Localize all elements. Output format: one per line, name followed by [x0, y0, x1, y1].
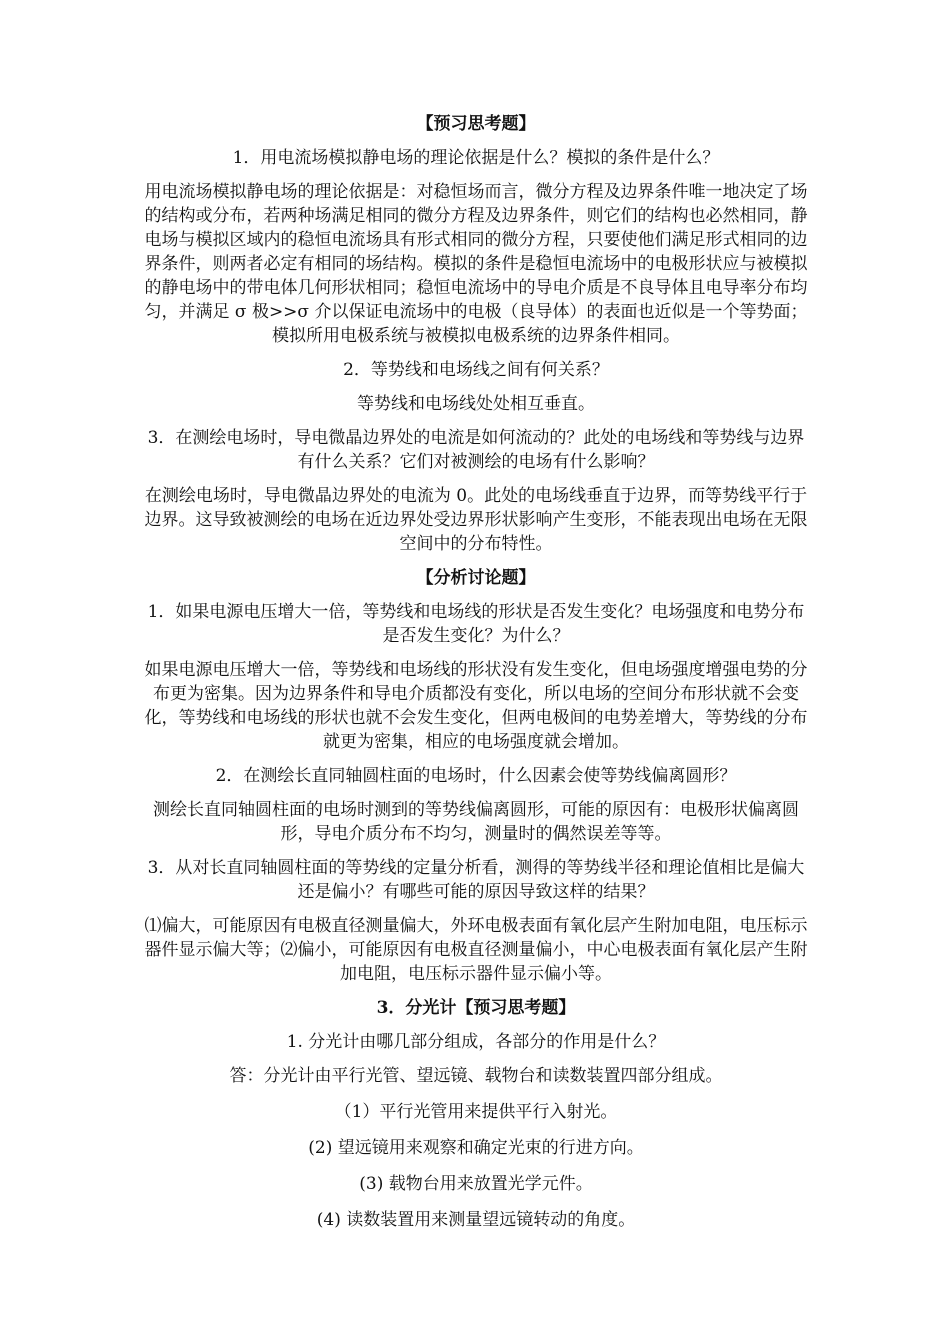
discussion-answer-3: ⑴偏大，可能原因有电极直径测量偏大，外环电极表面有氧化层产生附加电阻，电压标示器件显示偏大等；⑵偏小，可能原因有电极直径测量偏小，中心电极表面有氧化层产生附加电阻，电压标示器件显示偏小等。 [144, 916, 808, 984]
discussion-question-1: 1．如果电源电压增大一倍，等势线和电场线的形状是否发生变化？电场强度和电势分布是否发生变化？为什么？ [147, 602, 805, 646]
spectrometer-item-3: (3) 载物台用来放置光学元件。 [359, 1174, 593, 1194]
spectrometer-item-4: (4) 读数装置用来测量望远镜转动的角度。 [316, 1210, 636, 1230]
question-1: 1．用电流场模拟静电场的理论依据是什么？模拟的条件是什么？ [232, 148, 720, 168]
preview-heading: 【预习思考题】 [416, 114, 536, 134]
answer-1: 用电流场模拟静电场的理论依据是：对稳恒场而言，微分方程及边界条件唯一地决定了场的结构或分布，若两种场满足相同的微分方程及边界条件，则它们的结构也必然相同，静电场与模拟区域内的稳恒电流场具有形式相同的微分方程，只要使他们满足形式相同的边界条件，则两者必定有相同的场结构。模拟的条件是稳恒电流场中的电极形状应与被模拟的静电场中的带电体几何形状相同；稳恒电流场中的导电介质是不良导体且电导率分布均匀，并满足 σ 极>>σ 介以保证电流场中的电极（良导体）的表面也近似是一个等势面；模拟所用电极系统与被模拟电极系统的边界条件相同。 [144, 182, 808, 346]
answer-2: 等势线和电场线处处相互垂直。 [357, 394, 595, 414]
spectrometer-answer-intro: 答：分光计由平行光管、望远镜、载物台和读数装置四部分组成。 [229, 1066, 723, 1086]
question-3: 3．在测绘电场时，导电微晶边界处的电流是如何流动的？此处的电场线和等势线与边界有什么关系？它们对被测绘的电场有什么影响？ [147, 428, 805, 472]
spectrometer-question-1: 1. 分光计由哪几部分组成，各部分的作用是什么？ [286, 1032, 666, 1052]
spectrometer-item-1: （1）平行光管用来提供平行入射光。 [334, 1102, 618, 1122]
discussion-question-3: 3．从对长直同轴圆柱面的等势线的定量分析看，测得的等势线半径和理论值相比是偏大还是偏小？有哪些可能的原因导致这样的结果？ [147, 858, 805, 902]
document-page [140, 112, 812, 1244]
spectrometer-item-2: (2) 望远镜用来观察和确定光束的行进方向。 [308, 1138, 644, 1158]
spectrometer-heading: 3．分光计【预习思考题】 [376, 998, 576, 1018]
discussion-answer-1: 如果电源电压增大一倍，等势线和电场线的形状没有发生变化，但电场强度增强电势的分布更为密集。因为边界条件和导电介质都没有变化，所以电场的空间分布形状就不会变化，等势线和电场线的形状也就不会发生变化，但两电极间的电势差增大，等势线的分布就更为密集，相应的电场强度就会增加。 [144, 660, 808, 752]
question-2: 2．等势线和电场线之间有何关系？ [343, 360, 609, 380]
answer-3: 在测绘电场时，导电微晶边界处的电流为 0。此处的电场线垂直于边界，而等势线平行于边界。这导致被测绘的电场在近边界处受边界形状影响产生变形，不能表现出电场在无限空间中的分布特性。 [144, 486, 808, 554]
discussion-question-2: 2．在测绘长直同轴圆柱面的电场时，什么因素会使等势线偏离圆形？ [215, 766, 737, 786]
discussion-answer-2: 测绘长直同轴圆柱面的电场时测到的等势线偏离圆形，可能的原因有：电极形状偏离圆形，导电介质分布不均匀，测量时的偶然误差等等。 [153, 800, 799, 844]
analysis-heading: 【分析讨论题】 [416, 568, 536, 588]
